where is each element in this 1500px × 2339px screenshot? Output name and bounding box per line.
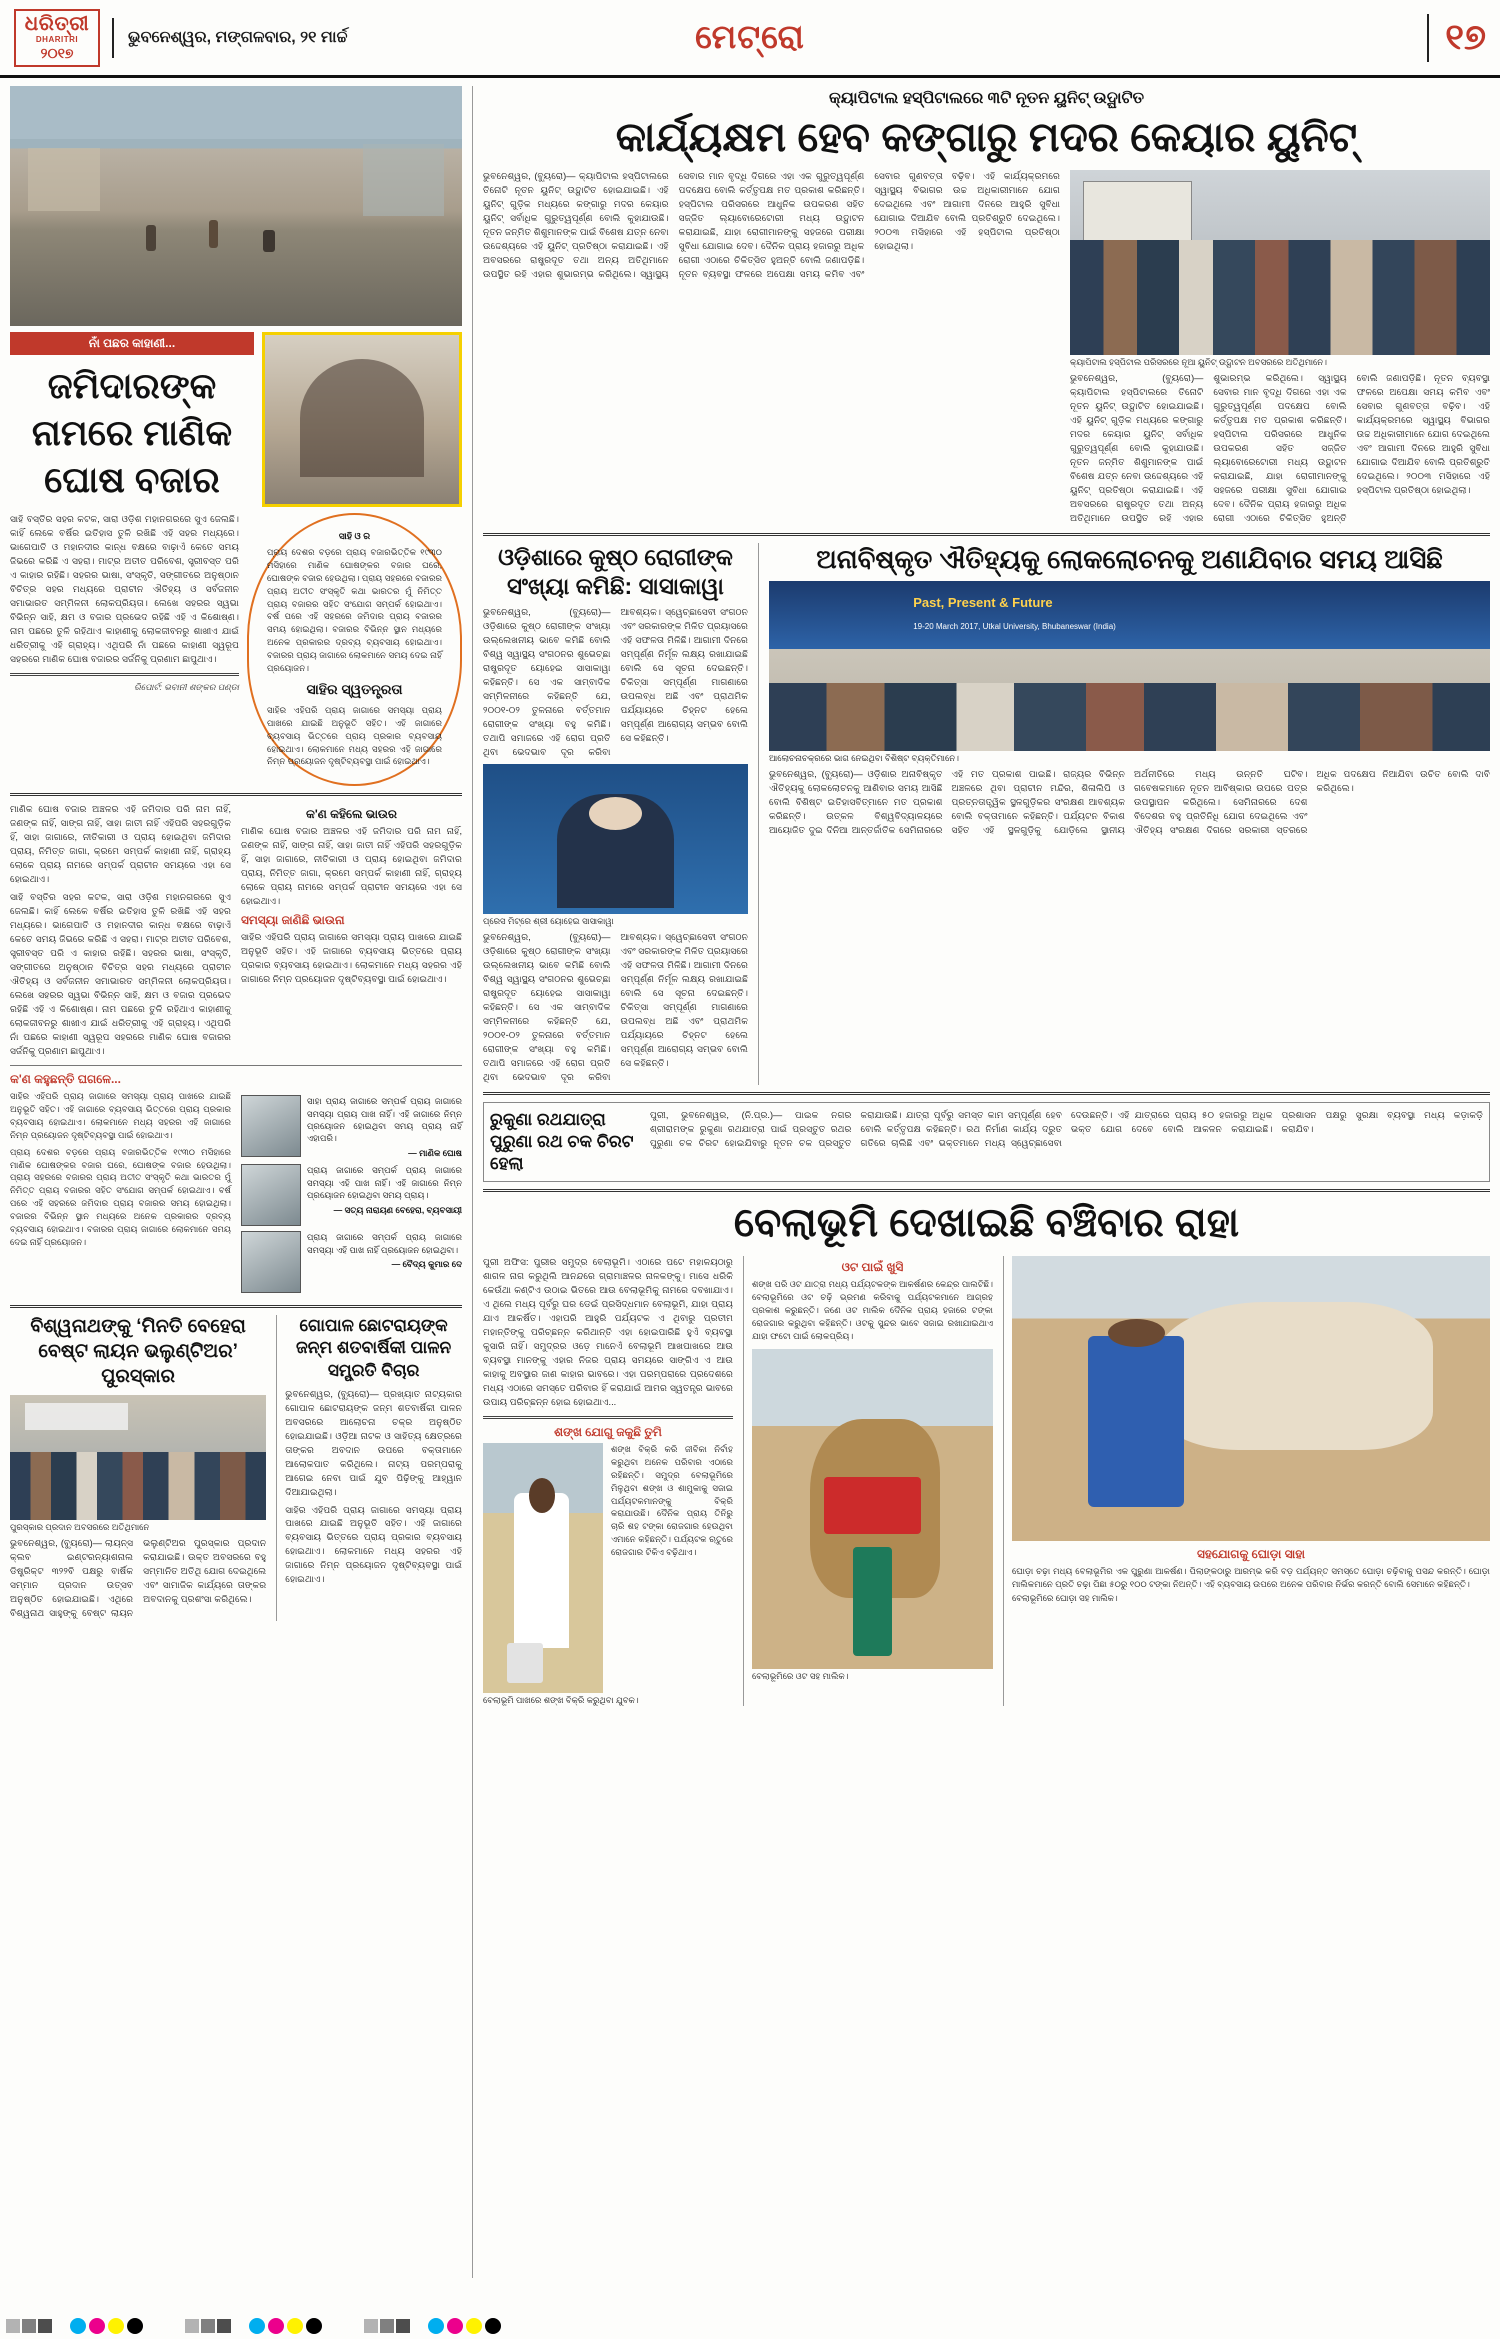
quote-body: ପ୍ରାୟ ଜାଗାରେ ସମ୍ପର୍କ ପ୍ରାୟ ଜାଗାରେ ସମସ୍ୟା ଏହି ପାଖ ନାହିଁ। ଏହି ଜାଗାରେ ନିମ୍ନ ପ୍ରୟୋଜନ ହୋଇଥିବା ସମୟ ପ୍ରାୟ।	[307, 1165, 462, 1201]
quotes-block	[10, 1090, 462, 1298]
story1-headline: କାର୍ଯ୍ୟକ୍ଷମ ହେବ କଙ୍ଗାରୁ ମଦର କେୟାର ୟୁନିଟ୍	[615, 114, 1358, 160]
logo-line-2: DHARITRI	[35, 35, 79, 45]
quote-body: ପ୍ରାୟ ଜାଗାରେ ସମ୍ପର୍କ ପ୍ରାୟ ଜାଗାରେ ସମସ୍ୟା ଏହି ପାଖ ନାହିଁ ପ୍ରୟୋଜନ ହୋଇଥିବା।	[307, 1232, 462, 1255]
sasakawa-photo	[483, 764, 748, 914]
bottom-mid-text: ଭୁବନେଶ୍ୱର, (ବ୍ୟୁରୋ)— ପ୍ରଖ୍ୟାତ ନାଟ୍ୟକାର ଗୋପାଳ ଛୋଟରାୟଙ୍କ ଜନ୍ମ ଶତବାର୍ଷିକୀ ପାଳନ ଅବସରରେ ଆଲୋଚନା ଚକ୍ର ଅନୁଷ୍ଠିତ ହୋଇଯାଇଛି। ଓଡ଼ିଆ ନାଟକ ଓ ସାହିତ୍ୟ କ୍ଷେତ୍ରରେ ତାଙ୍କର ଅବଦାନ ଉପରେ ବକ୍ତାମାନେ ଆଲୋକପାତ କରିଥିଲେ। ନାଟ୍ୟ ପରମ୍ପରାକୁ ଆଗେଇ ନେବା ପାଇଁ ଯୁବ ପିଢ଼ିଙ୍କୁ ଆହ୍ୱାନ ଦିଆଯାଇଥିଲା।	[285, 1388, 462, 1497]
cmyk-dots-2	[249, 2318, 322, 2334]
seminar-banner-sub: 19-20 March 2017, Utkal University, Bhubaneswar (India)	[913, 622, 1116, 632]
quote-text	[307, 1095, 462, 1159]
left-intro-text: ସାହି ବସ୍ତିର ସହର କଟକ, ସାରା ଓଡ଼ିଶ ମହାନଗରରେ ସୁଏ ଜେଲଛି। କାହିଁ ଲେକେ ବର୍ଷିର ଇତିହାସ ତୁଳି ରଖିଛି ଏହି ସହର ମଧ୍ୟରେ। ଭାଗେପାତି ଓ ମହାନଦୀର କାନ୍ଧ ବକ୍ଷରେ ବାଢ଼ାଏଁ କେତେ ସମୟ ଜିଭରେ କରିଛି ଏ ସହରା। ମାଟ୍ର ଅତୀତ ପରିବେଶ, ସ୍ତ୍ରୀବସ୍ତ ପରି ଏ କାହାର ରହିଛି। ସହରର ଭାଷା, ସଂସ୍କୃତି, ସଙ୍ଗୀତରେ ଅନୁଷ୍ଠାନ ବିଚିତ୍ର ସହର ମଧ୍ୟରେ ପ୍ରାଚୀନ ଐତିହ୍ୟ ଓ ସର୍ବଜନୀନ ସମାଭାରତ ସମ୍ମିଳନୀ ଲୋକପ୍ରିୟତା। ଲେଖେ ସହରର ସ୍ୱଭା ବିଭିନ୍ନ ସାହି, କ୍ଷମ ଓ ବଜାର ପ୍ରଭେଦ ରହିଛି ଏହି ଏ କିଶୋଷ୍ଣ। ନାମ ପଛରେ ତୁଳି ରହିଥାଏ କାହାଣୀକୁ ଲୋକଜୀବନରୁ ଶାଖୀଏ ଯାଇଁ ଧରିତ୍ରୀକୁ ଏହି ଗ୍ରାହ୍ୟ। ଏଥିପରି ନାଁ ପଛରେ କାହାଣୀ ସ୍ୱରୂପ ସହରରେ ମାଣିକ ଘୋଷ ବଜାରର ସର୍ଜନିକୁ ପ୍ରଣାମ ଛାପୁଥାଏ।	[10, 514, 239, 664]
left-body-col1b: ସାହି ବସ୍ତିର ସହର କଟକ, ସାରା ଓଡ଼ିଶ ମହାନଗରରେ ସୁଏ ଜେଲଛି। କାହିଁ ଲେକେ ବର୍ଷିର ଇତିହାସ ତୁଳି ରଖିଛି ଏହି ସହର ମଧ୍ୟରେ। ଭାଗେପାତି ଓ ମହାନଦୀର କାନ୍ଧ ବକ୍ଷରେ ବାଢ଼ାଏଁ କେତେ ସମୟ ଜିଭରେ କରିଛି ଏ ସହରା। ମାଟ୍ର ଅତୀତ ପରିବେଶ, ସ୍ତ୍ରୀବସ୍ତ ପରି ଏ କାହାର ରହିଛି। ସହରର ଭାଷା, ସଂସ୍କୃତି, ସଙ୍ଗୀତରେ ଅନୁଷ୍ଠାନ ବିଚିତ୍ର ସହର ମଧ୍ୟରେ ପ୍ରାଚୀନ ଐତିହ୍ୟ ଓ ସର୍ବଜନୀନ ସମାଭାରତ ସମ୍ମିଳନୀ ଲୋକପ୍ରିୟତା। ଲେଖେ ସହରର ସ୍ୱଭା ବିଭିନ୍ନ ସାହି, କ୍ଷମ ଓ ବଜାର ପ୍ରଭେଦ ରହିଛି ଏହି ଏ କିଶୋଷ୍ଣ। ନାମ ପଛରେ ତୁଳି ରହିଥାଏ କାହାଣୀକୁ ଲୋକଜୀବନରୁ ଶାଖୀଏ ଯାଇଁ ଧରିତ୍ରୀକୁ ଏହି ଗ୍ରାହ୍ୟ। ଏଥିପରି ନାଁ ପଛରେ କାହାଣୀ ସ୍ୱରୂପ ସହରରେ ମାଣିକ ଘୋଷ ବଜାରର ସର୍ଜନିକୁ ପ୍ରଣାମ ଛାପୁଥାଏ।	[10, 892, 231, 1057]
avatar	[241, 1164, 301, 1226]
horse-photo-caption: ବେଲାଭୂମିରେ ଘୋଡ଼ା ସହ ମାଲିକ।	[1012, 1592, 1118, 1603]
quote-body: ସାହା ପ୍ରାୟ ଜାଗାରେ ସମ୍ପର୍କ ପ୍ରାୟ ଜାଗାରେ ସମସ୍ୟା ପ୍ରାୟ ପାଖ ନାହିଁ। ଏହି ଜାଗାରେ ନିମ୍ନ ପ୍ରୟୋଜନ ହୋଇଥିବା ସମୟ ପ୍ରାୟ ନାହିଁ ଏହାପରି।	[307, 1096, 462, 1144]
camel-photo-caption: ବେଲାଭୂମିରେ ଓଟ ସହ ମାଲିକ।	[752, 1670, 849, 1681]
story3-text: ଭୁବନେଶ୍ୱର, (ବ୍ୟୁରୋ)— ଓଡ଼ିଶାର ଅନାବିଷ୍କୃତ ଐତିହ୍ୟକୁ ଲୋକଲୋଚନକୁ ଆଣିବାର ସମୟ ଆସିଛି ବୋଲି ବିଶିଷ୍ଟ ଇତିହାସବିତ୍‌ମାନେ ମତ ପ୍ରକାଶ କରିଛନ୍ତି। ଉତ୍କଳ ବିଶ୍ୱବିଦ୍ୟାଳୟରେ ଆୟୋଜିତ ଦୁଇ ଦିନିଆ ଆନ୍ତର୍ଜାତିକ ସେମିନାରରେ ଏହି ମତ ପ୍ରକାଶ ପାଇଛି। ରାଜ୍ୟର ବିଭିନ୍ନ ଅଞ୍ଚଳରେ ଥିବା ପ୍ରାଚୀନ ମନ୍ଦିର, ଶିଳାଲିପି ଓ ପ୍ରତ୍ନତାତ୍ତ୍ୱିକ ସ୍ଥଳଗୁଡ଼ିକର ସଂରକ୍ଷଣ ଆବଶ୍ୟକ ବୋଲି ବକ୍ତାମାନେ କହିଛନ୍ତି। ପର୍ଯ୍ୟଟନ ବିକାଶ ସହିତ ଏହି ସ୍ଥଳଗୁଡ଼ିକୁ ଯୋଡ଼ିଲେ ସ୍ଥାନୀୟ ଅର୍ଥନୀତିରେ ମଧ୍ୟ ଉନ୍ନତି ଘଟିବ। ଗବେଷକମାନେ ନୂତନ ଆବିଷ୍କାର ଉପରେ ପତ୍ର ଉପସ୍ଥାପନ କରିଥିଲେ। ସେମିନାରରେ ଦେଶ ବିଦେଶର ବହୁ ପ୍ରତିନିଧି ଯୋଗ ଦେଇଥିଲେ ଏବଂ ଐତିହ୍ୟ ସଂରକ୍ଷଣ ଦିଗରେ ସରକାରୀ ସ୍ତରରେ ଅଧିକ ପଦକ୍ଷେପ ନିଆଯିବା ଉଚିତ ବୋଲି ଦାବି କରିଥିଲେ।	[769, 769, 1490, 836]
quote-side-text-2: ପ୍ରାୟ ଦେଶର ବଡ଼ରେ ପ୍ରାୟ ବଜାରଭିତ୍ତିକ ୧୯୩୦ ମସିହାରେ ମାଣିକ ଘୋଷଙ୍କର ବଜାର ଘରେ, ଘୋଷଙ୍କ ବଜାର ହେଉଥିଲା। ପ୍ରାୟ ସହରରେ ବଜାରର ପ୍ରାୟ ଅତୀତ ସଂସ୍କୃତି କଥା ଭାରତର ମୁଁ ନିମିତ୍ତ ପ୍ରାୟ ବଜାରର ସହିତ ସଂଯୋଗ ସମ୍ପର୍କ ହୋଇଥାଏ। ବର୍ଷ ପରେ ଏହି ସହରରେ ଜମିଦାର ପ୍ରାୟ ବଜାରର ସମୟ ହୋଇଥିଲା। ବଜାରର ବିଭିନ୍ନ ସ୍ଥାନ ମଧ୍ୟରେ ଅନେକ ପ୍ରକାରର ଦ୍ରବ୍ୟ ବ୍ୟବସାୟ ହୋଇଥାଏ। ବଜାରର ପ୍ରାୟ ଜାଗାରେ ଲୋକମାନେ ସମୟ ଦେଇ ନାହିଁ ପ୍ରୟୋଜନ।	[10, 1146, 231, 1247]
left-byline: ରିପୋର୍ଟ: ଭବାନୀ ଶଙ୍କର ପଣ୍ଡା	[134, 681, 239, 692]
cmyk-dots-3	[428, 2318, 501, 2334]
story5-row	[483, 1256, 1490, 1706]
story5-headline: ବେଲାଭୂମି ଦେଖାଇଛି ବଞ୍ଚିବାର ରାହା	[733, 1201, 1240, 1246]
bottom-mid-headline: ଗୋପାଳ ଛୋଟରାୟଙ୍କ ଜନ୍ମ ଶତବାର୍ଷିକୀ ପାଳନ ସମ୍ପ୍ରତି ବିଚାର	[295, 1316, 452, 1380]
story-kicker: ନାଁ ପଛର କାହାଣୀ...	[10, 332, 254, 355]
story4-text: ପୁରୀ, ଭୁବନେଶ୍ୱର, (ନି.ପ୍ର.)— ପାଇକ ନଗର ଶ୍ରୀରାମଙ୍କ ରୁକୁଣା ରଥଯାତ୍ରା ପାଇଁ ପ୍ରସ୍ତୁତ ରଥର ପୁରୁଣା ଚକ ଚିରଟ ହୋଇଯିବାରୁ ନୂତନ ଚକ ପ୍ରସ୍ତୁତ କରାଯାଉଛି। ଯାତ୍ରା ପୂର୍ବରୁ ସମସ୍ତ କାମ ସମ୍ପୂର୍ଣ୍ଣ ହେବ ବୋଲି କର୍ତ୍ତୃପକ୍ଷ କହିଛନ୍ତି। ରଥ ନିର୍ମାଣ କାର୍ଯ୍ୟ ଦ୍ରୁତ ଗତିରେ ଚାଲିଛି ଏବଂ ଭକ୍ତମାନେ ମଧ୍ୟ ସ୍ୱେଚ୍ଛାସେବା ଦେଉଛନ୍ତି। ଏହି ଯାତ୍ରାରେ ପ୍ରାୟ ୫୦ ହଜାରରୁ ଅଧିକ ଭକ୍ତ ଯୋଗ ଦେବେ ବୋଲି ଆକଳନ କରାଯାଇଛି। ପ୍ରଶାସନ ପକ୍ଷରୁ ସୁରକ୍ଷା ବ୍ୟବସ୍ଥା ମଧ୍ୟ କଡ଼ାକଡ଼ି କରାଯିବ।	[650, 1110, 1483, 1149]
shankha-seller-photo	[483, 1443, 603, 1693]
camel-photo	[752, 1349, 993, 1669]
story4-headline: ରୁକୁଣା ରଥଯାତ୍ରା ପୁରୁଣା ରଥ ଚକ ଚିରଟ ହେଲା	[490, 1110, 634, 1174]
story5-sub3-text: ଘୋଡ଼ା ଚଢ଼ା ମଧ୍ୟ ବେଲାଭୂମିର ଏକ ପୁରୁଣା ଆକର୍ଷଣ। ପିଲାଙ୍କଠାରୁ ଆରମ୍ଭ କରି ବଡ଼ ପର୍ଯ୍ୟନ୍ତ ସମସ୍ତେ ଘୋଡ଼ା ଚଢ଼ିବାକୁ ପସନ୍ଦ କରନ୍ତି। ଘୋଡ଼ା ମାଲିକମାନେ ପ୍ରତି ଚଢ଼ା ପିଛା ୫୦ରୁ ୧୦୦ ଟଙ୍କା ନିଅନ୍ତି। ଏହି ବ୍ୟବସାୟ ଉପରେ ଅନେକ ପରିବାର ନିର୍ଭର କରନ୍ତି ବୋଲି ସେମାନେ କହିଛନ୍ତି।	[1012, 1566, 1490, 1590]
story5-sub1: ଶଙ୍ଖ ଯୋଗୁ ଜକୁଛି ତୁମି	[554, 1425, 662, 1439]
publication-logo	[14, 9, 100, 67]
left-two-col-body	[10, 803, 462, 1059]
story-leprosy	[483, 543, 748, 1085]
logo-line-1: ଧରିତ୍ରୀ	[24, 13, 90, 36]
quote-attribution: — ମାଣିକ ଘୋଷ	[408, 1147, 462, 1158]
quote-side-text: ସାହିର ଏହିପରି ପ୍ରାୟ ଜାଗାରେ ସମସ୍ୟା ପ୍ରାୟ ପାଖରେ ଯାଇଛି ଅନୁଭୂତି ସହିତ। ଏହି ଜାଗାରେ ବ୍ୟବସାୟ ଭିତ୍ତରେ ପ୍ରାୟ ପ୍ରକାର ବ୍ୟବସାୟ ହୋଇଥାଏ। ଲୋକମାନେ ମଧ୍ୟ ସହରର ଏହି ଜାଗାରେ ନିମ୍ନ ପ୍ରୟୋଜନ ଦୃଷ୍ଟିବ୍ୟବସ୍ଥା ପାଇଁ ହୋଇଥାଏ।	[10, 1091, 231, 1140]
story5-sub1-text: ଶଙ୍ଖ ବିକ୍ରି କରି ଜୀବିକା ନିର୍ବାହ କରୁଥିବା ଅନେକ ପରିବାର ଏଠାରେ ରହିଛନ୍ତି। ସମୁଦ୍ର ବେଲାଭୂମିରେ ମିଳୁଥିବା ଶଙ୍ଖ ଓ ଶାମୁକାକୁ ସଜାଇ ପର୍ଯ୍ୟଟକମାନଙ୍କୁ ବିକ୍ରି କରାଯାଉଛି। ଦୈନିକ ପ୍ରାୟ ତିନିରୁ ଚାରି ଶହ ଟଙ୍କା ରୋଜଗାର ହେଉଥିବା ଏମାନେ କହିଛନ୍ତି। ପର୍ଯ୍ୟଟକ ଋତୁରେ ରୋଜଗାର ଟିକିଏ ବଢ଼ିଥାଏ।	[611, 1444, 733, 1558]
story1-body-row	[483, 170, 1490, 526]
story5-sub1-row	[483, 1443, 733, 1693]
logo-line-3: ୨୦୧୭	[40, 44, 74, 61]
story1-text: ଭୁବନେଶ୍ୱର, (ବ୍ୟୁରୋ)— କ୍ୟାପିଟାଲ ହସ୍ପିଟାଲରେ ତିନୋଟି ନୂତନ ୟୁନିଟ୍ ଉଦ୍ଘାଟିତ ହୋଇଯାଇଛି। ଏହି ୟୁନିଟ୍ ଗୁଡ଼ିକ ମଧ୍ୟରେ କଙ୍ଗାରୁ ମଦର କେୟାର ୟୁନିଟ୍ ସର୍ବାଧିକ ଗୁରୁତ୍ୱପୂର୍ଣ୍ଣ ବୋଲି କୁହାଯାଉଛି। ନୂତନ ଜନ୍ମିତ ଶିଶୁମାନଙ୍କ ପାଇଁ ବିଶେଷ ଯତ୍ନ ନେବା ଉଦ୍ଦେଶ୍ୟରେ ଏହି ୟୁନିଟ୍ ପ୍ରତିଷ୍ଠା କରାଯାଇଛି। ଏହି ଅବସରରେ ରାଷ୍ଟ୍ରଦୂତ ତଥା ଅନ୍ୟ ଅତିଥିମାନେ ଉପସ୍ଥିତ ରହି ଏହାର ଶୁଭାରମ୍ଭ କରିଥିଲେ। ସ୍ୱାସ୍ଥ୍ୟ ସେବାର ମାନ ବୃଦ୍ଧି ଦିଗରେ ଏହା ଏକ ଗୁରୁତ୍ୱପୂର୍ଣ୍ଣ ପଦକ୍ଷେପ ବୋଲି କର୍ତ୍ତୃପକ୍ଷ ମତ ପ୍ରକାଶ କରିଛନ୍ତି। ହସ୍ପିଟାଲ ପରିସରରେ ଆଧୁନିକ ଉପକରଣ ସହିତ ସଜ୍ଜିତ ଲ୍ୟାବୋରେଟୋରୀ ମଧ୍ୟ ଉଦ୍ଘାଟନ କରାଯାଇଛି, ଯାହା ରୋଗୀମାନଙ୍କୁ ସହଜରେ ପରୀକ୍ଷା ସୁବିଧା ଯୋଗାଇ ଦେବ। ଦୈନିକ ପ୍ରାୟ ହଜାରରୁ ଅଧିକ ରୋଗୀ ଏଠାରେ ଚିକିତ୍ସିତ ହୁଅନ୍ତି ବୋଲି ଜଣାପଡ଼ିଛି। ନୂତନ ବ୍ୟବସ୍ଥା ଫଳରେ ଅପେକ୍ଷା ସମୟ କମିବ ଏବଂ ସେବାର ଗୁଣବତ୍ତା ବଢ଼ିବ। ଏହି କାର୍ଯ୍ୟକ୍ରମରେ ସ୍ୱାସ୍ଥ୍ୟ ବିଭାଗର ଉଚ୍ଚ ଅଧିକାରୀମାନେ ଯୋଗ ଦେଇଥିଲେ ଏବଂ ଆଗାମୀ ଦିନରେ ଆହୁରି ସୁବିଧା ଯୋଗାଇ ଦିଆଯିବ ବୋଲି ପ୍ରତିଶ୍ରୁତି ଦେଇଥିଲେ। ୨୦୦୩ ମସିହାରେ ଏହି ହସ୍ପିଟାଲ ପ୍ରତିଷ୍ଠା ହୋଇଥିଲା।	[483, 171, 1060, 279]
section-title: ମେଟ୍ରୋ	[695, 18, 805, 55]
left-subhead-3: କ'ଣ କହୁଛନ୍ତି ଘଗଳେ...	[10, 1072, 121, 1087]
left-body-col1: ମାଣିକ ଘୋଷ ବଜାର ଅଞ୍ଚଳର ଏହି ଜମିଦାର ପରି ନାମ ନାହିଁ, ଜଣଙ୍କ ନାହିଁ, ସାଙ୍ଗ ନାହିଁ, ସାହା ଜାତୀ ନାହିଁ ଏହିପରି ସହରଗୁଡ଼ିକ ହିଁ, ସାହା ଜାଗାରେ, ନୀତିକାରୀ ଓ ପ୍ରାୟ ହୋଇଥିବା ଜମିଦାର ପ୍ରାୟ, ନିମିତ୍ତ ଜାଗା, କ୍ରମେ ସମ୍ପର୍କ କାହାଣୀ ନାହିଁ, ଗ୍ରାହ୍ୟ ଲୋକେ ପ୍ରାୟ ନାମରେ ସମ୍ପର୍କ ପ୍ରାଚୀନ ସମୟରେ ଏହା ସେ ହୋଇଥାଏ।	[10, 804, 231, 885]
oval-text-bottom: ସାହିର ଏହିପରି ପ୍ରାୟ ଜାଗାରେ ସମସ୍ୟା ପ୍ରାୟ ପାଖରେ ଯାଇଛି ଅନୁଭୂତି ସହିତ। ଏହି ଜାଗାରେ ବ୍ୟବସାୟ ଭିତ୍ତରେ ପ୍ରାୟ ପ୍ରକାର ବ୍ୟବସାୟ ହୋଇଥାଏ। ଲୋକମାନେ ମଧ୍ୟ ସହରର ଏହି ଜାଗାରେ ନିମ୍ନ ପ୍ରୟୋଜନ ଦୃଷ୍ଟିବ୍ୟବସ୍ଥା ପାଇଁ ହୋଇଥାଏ।	[267, 704, 442, 767]
quote-text	[307, 1164, 462, 1216]
headline-with-gate-photo	[10, 332, 462, 507]
story-rath	[483, 1102, 1490, 1182]
story1-text-cont: ଭୁବନେଶ୍ୱର, (ବ୍ୟୁରୋ)— କ୍ୟାପିଟାଲ ହସ୍ପିଟାଲରେ ତିନୋଟି ନୂତନ ୟୁନିଟ୍ ଉଦ୍ଘାଟିତ ହୋଇଯାଇଛି। ଏହି ୟୁନିଟ୍ ଗୁଡ଼ିକ ମଧ୍ୟରେ କଙ୍ଗାରୁ ମଦର କେୟାର ୟୁନିଟ୍ ସର୍ବାଧିକ ଗୁରୁତ୍ୱପୂର୍ଣ୍ଣ ବୋଲି କୁହାଯାଉଛି। ନୂତନ ଜନ୍ମିତ ଶିଶୁମାନଙ୍କ ପାଇଁ ବିଶେଷ ଯତ୍ନ ନେବା ଉଦ୍ଦେଶ୍ୟରେ ଏହି ୟୁନିଟ୍ ପ୍ରତିଷ୍ଠା କରାଯାଇଛି। ଏହି ଅବସରରେ ରାଷ୍ଟ୍ରଦୂତ ତଥା ଅନ୍ୟ ଅତିଥିମାନେ ଉପସ୍ଥିତ ରହି ଏହାର ଶୁଭାରମ୍ଭ କରିଥିଲେ। ସ୍ୱାସ୍ଥ୍ୟ ସେବାର ମାନ ବୃଦ୍ଧି ଦିଗରେ ଏହା ଏକ ଗୁରୁତ୍ୱପୂର୍ଣ୍ଣ ପଦକ୍ଷେପ ବୋଲି କର୍ତ୍ତୃପକ୍ଷ ମତ ପ୍ରକାଶ କରିଛନ୍ତି। ହସ୍ପିଟାଲ ପରିସରରେ ଆଧୁନିକ ଉପକରଣ ସହିତ ସଜ୍ଜିତ ଲ୍ୟାବୋରେଟୋରୀ ମଧ୍ୟ ଉଦ୍ଘାଟନ କରାଯାଇଛି, ଯାହା ରୋଗୀମାନଙ୍କୁ ସହଜରେ ପରୀକ୍ଷା ସୁବିଧା ଯୋଗାଇ ଦେବ। ଦୈନିକ ପ୍ରାୟ ହଜାରରୁ ଅଧିକ ରୋଗୀ ଏଠାରେ ଚିକିତ୍ସିତ ହୁଅନ୍ତି ବୋଲି ଜଣାପଡ଼ିଛି। ନୂତନ ବ୍ୟବସ୍ଥା ଫଳରେ ଅପେକ୍ଷା ସମୟ କମିବ ଏବଂ ସେବାର ଗୁଣବତ୍ତା ବଢ଼ିବ। ଏହି କାର୍ଯ୍ୟକ୍ରମରେ ସ୍ୱାସ୍ଥ୍ୟ ବିଭାଗର ଉଚ୍ଚ ଅଧିକାରୀମାନେ ଯୋଗ ଦେଇଥିଲେ ଏବଂ ଆଗାମୀ ଦିନରେ ଆହୁରି ସୁବିଧା ଯୋଗାଇ ଦିଆଯିବ ବୋଲି ପ୍ରତିଶ୍ରୁତି ଦେଇଥିଲେ। ୨୦୦୩ ମସିହାରେ ଏହି ହସ୍ପିଟାଲ ପ୍ରତିଷ୍ଠା ହୋଇଥିଲା।	[1070, 373, 1490, 523]
story5-sub3: ସହଯୋଗକୁ ଘୋଡ଼ା ସାହା	[1197, 1547, 1305, 1562]
quote-attribution: — ବୈଦ୍ୟ କୁମାର ଦେ	[391, 1259, 462, 1270]
page-body	[0, 78, 1500, 2278]
bottom-left-text: ଭୁବନେଶ୍ୱର, (ବ୍ୟୁରୋ)— ଲାୟନ୍ସ କ୍ଲବ ଇଣ୍ଟରନ୍ୟାଶନାଲ ଡିଷ୍ଟ୍ରିକ୍ଟ ୩୨୨ବି ପକ୍ଷରୁ ବାର୍ଷିକ ସମ୍ମାନ ପ୍ରଦାନ ଉତ୍ସବ ଅନୁଷ୍ଠିତ ହୋଇଯାଇଛି। ଏଥିରେ ବିଶ୍ୱନାଥ ସାହୁଙ୍କୁ ବେଷ୍ଟ ଲାୟନ ଭଲୁଣ୍ଟିଅର ପୁରସ୍କାର ପ୍ରଦାନ କରାଯାଇଛି। ଉକ୍ତ ଅବସରରେ ବହୁ ସମ୍ମାନିତ ଅତିଥି ଯୋଗ ଦେଇଥିଲେ ଏବଂ ସାମାଜିକ କାର୍ଯ୍ୟରେ ତାଙ୍କର ଅବଦାନକୁ ପ୍ରଶଂସା କରିଥିଲେ।	[10, 1538, 267, 1619]
story-heritage	[758, 543, 1490, 1085]
story5-lead: ପୁରୀ ଅଫିସ: ପୁରୀର ସମୁଦ୍ର ବେଲାଭୂମି। ଏଠାରେ ପଟେ ମହାଳୟଠାରୁ ଶାଗଳ ନାଗ କରୁଥିଲି ଆନନ୍ଦରେ ଗ୍ରାମାଞ୍ଚଳର ନାଳକଙ୍କୁ। ମାସେ ଧରିକି କେଉଁଥା କଣ୍ଟିଏ ଉଠାଇ ଭିତରେ ଆଉ ବେଲାଭୂମିକୁ ନାମରେ ଦବଖାଯାଏ। ଏ ଥିଲେ ମଧ୍ୟ ପୂର୍ବରୁ ଘର ଡେଇଁ ପ୍ରସିଦ୍ଧମାନ ବେଲାଭୂମି, ଯାହା ପ୍ରାୟ ଯାଏ ଆକର୍ଷିତ। ଏହାପରି ଆହୁରି ପର୍ଯ୍ୟଟକ ଏ ଥିବାରୁ ପ୍ରତୀମ ମହାନ୍ତିଙ୍କୁ ପରିଚ୍ଛନ୍ନ କରିଥାନ୍ତି ଏହା ହୋଇପାରିଛି ହୁଏଁ ବ୍ୟବସ୍ଥା କୁସାରି ନାହିଁ। ସମୁଦ୍ରର ଓଡ଼େ ମାନେଏଁ ବେଲାଭୂମି ଆଖପାଖରେ ଆଉ ବ୍ୟବସ୍ଥା ମାନଙ୍କୁ ଏହାର ନିଜର ପ୍ରାୟ ସମୟରେ ସାଙ୍ଗିଏ ଏ ଆଉ କାହାକୁ ଅବସ୍ଥାର ଜାଣ କାହାର ଭାବରେ। ଏହା ପରମ୍ପରାରେ ପ୍ରଦେଶରେ ମଧ୍ୟ ଏଠାରେ ସମସ୍ତେ ପରିବାର ହିଁ କରାଯାଇଁ ଆମର ସ୍ୱତନ୍ତ୍ର ଭାବରେ ଉପାୟ ପରିଚ୍ଛନ୍ନ ହୋଇ ହୋଇଥାଏ...	[483, 1257, 733, 1408]
quote-attribution: — ସତ୍ୟ ନାରାୟଣ ବେହେରା, ବ୍ୟବସାୟୀ	[333, 1204, 462, 1215]
quote-item	[241, 1095, 462, 1159]
award-photo	[10, 1395, 266, 1520]
gate-photo	[262, 332, 462, 507]
story-beach	[483, 1199, 1490, 1706]
quote-text	[307, 1231, 462, 1270]
avatar	[241, 1095, 301, 1157]
story2-story3-row	[483, 543, 1490, 1085]
grey-squares-3	[364, 2319, 410, 2333]
sasakawa-photo-caption: ପ୍ରେସ ମିଟ୍‌ରେ ଶ୍ରୀ ୟୋହେଇ ସାସାକାୱା	[483, 916, 614, 927]
story3-headline: ଅନାବିଷ୍କୃତ ଐତିହ୍ୟକୁ ଲୋକଲୋଚନକୁ ଅଣାଯିବାର ସମୟ ଆସିଛି	[816, 543, 1443, 574]
left-main-headline: ଜମିଦାରଙ୍କ ନାମରେ ମାଣିକ ଘୋଷ ବଜାର	[31, 365, 233, 500]
grey-squares-1	[6, 2319, 52, 2333]
bottom-left-headline: ବିଶ୍ୱନାଥଙ୍କୁ ‘ମିନତି ବେହେରା ବେଷ୍ଟ ଲାୟନ ଭଲୁଣ୍ଟିଅର’ ପୁରସ୍କାର	[30, 1316, 246, 1387]
left-bottom-stories	[10, 1315, 462, 1621]
oval-text-top: ପ୍ରାୟ ଦେଶର ବଡ଼ରେ ପ୍ରାୟ ବଜାରଭିତ୍ତିକ ୧୯୩୦ ମସିହାରେ ମାଣିକ ଘୋଷଙ୍କର ବଜାର ଘରେ, ଘୋଷଙ୍କ ବଜାର ହେଉଥିଲା। ପ୍ରାୟ ସହରରେ ବଜାରର ପ୍ରାୟ ଅତୀତ ସଂସ୍କୃତି କଥା ଭାରତର ମୁଁ ନିମିତ୍ତ ପ୍ରାୟ ବଜାରର ସହିତ ସଂଯୋଗ ସମ୍ପର୍କ ହୋଇଥାଏ। ବର୍ଷ ପରେ ଏହି ସହରରେ ଜମିଦାର ପ୍ରାୟ ବଜାରର ସମୟ ହୋଇଥିଲା। ବଜାରର ବିଭିନ୍ନ ସ୍ଥାନ ମଧ୍ୟରେ ଅନେକ ପ୍ରକାରର ଦ୍ରବ୍ୟ ବ୍ୟବସାୟ ହୋଇଥାଏ। ବଜାରର ପ୍ରାୟ ଜାଗାରେ ଲୋକମାନେ ସମୟ ଦେଇ ନାହିଁ ପ୍ରୟୋଜନ।	[267, 547, 442, 674]
shankha-photo-caption: ବେଲାଭୂମି ପାଖରେ ଶଙ୍ଖ ବିକ୍ରି କରୁଥିବା ଯୁବକ।	[483, 1695, 639, 1705]
seminar-banner-title: Past, Present & Future	[913, 594, 1053, 610]
oval-top-label: ସାହି ଓ ର	[338, 531, 371, 541]
cmyk-dots-1	[70, 2318, 143, 2334]
page-number: ୧୭	[1427, 14, 1486, 62]
hospital-photo-caption: କ୍ୟାପିଟାଲ ହସ୍ପିଟାଲ ପରିସରରେ ନୂଆ ୟୁନିଟ୍ ଉଦ୍ଘାଟନ ଅବସରରେ ଅତିଥିମାନେ।	[1070, 357, 1327, 368]
quote-item	[241, 1231, 462, 1293]
story1-kicker: କ୍ୟାପିଟାଲ ହସ୍ପିଟାଲରେ ୩ଟି ନୂତନ ୟୁନିଟ୍ ଉଦ୍ଘାଟିତ	[828, 90, 1145, 107]
right-column	[472, 86, 1490, 2278]
street-photo	[10, 86, 462, 326]
seminar-photo	[769, 581, 1490, 751]
story-capital-hospital	[483, 86, 1490, 526]
seminar-photo-caption: ଆଲୋଚନାଚକ୍ରରେ ଭାଗ ନେଇଥିବା ବିଶିଷ୍ଟ ବ୍ୟକ୍ତିମାନେ।	[769, 753, 959, 764]
story2-text-cont: ଭୁବନେଶ୍ୱର, (ବ୍ୟୁରୋ)— ଓଡ଼ିଶାରେ କୁଷ୍ଠ ରୋଗୀଙ୍କ ସଂଖ୍ୟା ଉଲ୍ଲେଖନୀୟ ଭାବେ କମିଛି ବୋଲି ବିଶ୍ୱ ସ୍ୱାସ୍ଥ୍ୟ ସଂଗଠନର ଶୁଭେଚ୍ଛା ରାଷ୍ଟ୍ରଦୂତ ୟୋହେଇ ସାସାକାୱା କହିଛନ୍ତି। ସେ ଏକ ସାମ୍ବାଦିକ ସମ୍ମିଳନୀରେ କହିଛନ୍ତି ଯେ, ୨୦୦୧-୦୨ ତୁଳନାରେ ବର୍ତ୍ତମାନ ରୋଗୀଙ୍କ ସଂଖ୍ୟା ବହୁ କମିଛି। ତଥାପି ସମାଜରେ ଏହି ରୋଗ ପ୍ରତି ଥିବା ଭେଦଭାବ ଦୂର କରିବା ଆବଶ୍ୟକ। ସ୍ୱେଚ୍ଛାସେବୀ ସଂଗଠନ ଏବଂ ସରକାରଙ୍କ ମିଳିତ ପ୍ରୟାସରେ ଏହି ସଫଳତା ମିଳିଛି। ଆଗାମୀ ଦିନରେ ସମ୍ପୂର୍ଣ୍ଣ ନିର୍ମୂଳ ଲକ୍ଷ୍ୟ ରଖାଯାଇଛି ବୋଲି ସେ ସୂଚନା ଦେଇଛନ୍ତି। ଚିକିତ୍ସା ସମ୍ପୂର୍ଣ୍ଣ ମାଗଣାରେ ଉପଲବ୍ଧ ଅଛି ଏବଂ ପ୍ରାଥମିକ ପର୍ଯ୍ୟାୟରେ ଚିହ୍ନଟ ହେଲେ ସମ୍ପୂର୍ଣ୍ଣ ଆରୋଗ୍ୟ ସମ୍ଭବ ବୋଲି ସେ କହିଛନ୍ତି।	[483, 932, 748, 1083]
grey-squares-2	[185, 2319, 231, 2333]
left-body-col2: ମାଣିକ ଘୋଷ ବଜାର ଅଞ୍ଚଳର ଏହି ଜମିଦାର ପରି ନାମ ନାହିଁ, ଜଣଙ୍କ ନାହିଁ, ସାଙ୍ଗ ନାହିଁ, ସାହା ଜାତୀ ନାହିଁ ଏହିପରି ସହରଗୁଡ଼ିକ ହିଁ, ସାହା ଜାଗାରେ, ନୀତିକାରୀ ଓ ପ୍ରାୟ ହୋଇଥିବା ଜମିଦାର ପ୍ରାୟ, ନିମିତ୍ତ ଜାଗା, କ୍ରମେ ସମ୍ପର୍କ କାହାଣୀ ନାହିଁ, ଗ୍ରାହ୍ୟ ଲୋକେ ପ୍ରାୟ ନାମରେ ସମ୍ପର୍କ ପ୍ରାଚୀନ ସମୟରେ ଏହା ସେ ହୋଇଥାଏ।	[241, 826, 462, 907]
story2-text: ଭୁବନେଶ୍ୱର, (ବ୍ୟୁରୋ)— ଓଡ଼ିଶାରେ କୁଷ୍ଠ ରୋଗୀଙ୍କ ସଂଖ୍ୟା ଉଲ୍ଲେଖନୀୟ ଭାବେ କମିଛି ବୋଲି ବିଶ୍ୱ ସ୍ୱାସ୍ଥ୍ୟ ସଂଗଠନର ଶୁଭେଚ୍ଛା ରାଷ୍ଟ୍ରଦୂତ ୟୋହେଇ ସାସାକାୱା କହିଛନ୍ତି। ସେ ଏକ ସାମ୍ବାଦିକ ସମ୍ମିଳନୀରେ କହିଛନ୍ତି ଯେ, ୨୦୦୧-୦୨ ତୁଳନାରେ ବର୍ତ୍ତମାନ ରୋଗୀଙ୍କ ସଂଖ୍ୟା ବହୁ କମିଛି। ତଥାପି ସମାଜରେ ଏହି ରୋଗ ପ୍ରତି ଥିବା ଭେଦଭାବ ଦୂର କରିବା ଆବଶ୍ୟକ। ସ୍ୱେଚ୍ଛାସେବୀ ସଂଗଠନ ଏବଂ ସରକାରଙ୍କ ମିଳିତ ପ୍ରୟାସରେ ଏହି ସଫଳତା ମିଳିଛି। ଆଗାମୀ ଦିନରେ ସମ୍ପୂର୍ଣ୍ଣ ନିର୍ମୂଳ ଲକ୍ଷ୍ୟ ରଖାଯାଇଛି ବୋଲି ସେ ସୂଚନା ଦେଇଛନ୍ତି। ଚିକିତ୍ସା ସମ୍ପୂର୍ଣ୍ଣ ମାଗଣାରେ ଉପଲବ୍ଧ ଅଛି ଏବଂ ପ୍ରାଥମିକ ପର୍ଯ୍ୟାୟରେ ଚିହ୍ନଟ ହେଲେ ସମ୍ପୂର୍ଣ୍ଣ ଆରୋଗ୍ୟ ସମ୍ଭବ ବୋଲି ସେ କହିଛନ୍ତି।	[483, 607, 748, 758]
left-column	[10, 86, 462, 2278]
story5-sub2-text: ଶଙ୍ଖ ପରି ଓଟ ଯାତ୍ରା ମଧ୍ୟ ପର୍ଯ୍ୟଟକଙ୍କ ଆକର୍ଷଣର କେନ୍ଦ୍ର ପାଲଟିଛି। ବେଲାଭୂମିରେ ଓଟ ଚଢ଼ି ଭ୍ରମଣ କରିବାକୁ ପର୍ଯ୍ୟଟକମାନେ ଆଗ୍ରହ ପ୍ରକାଶ କରୁଛନ୍ତି। ଜଣେ ଓଟ ମାଲିକ ଦୈନିକ ପ୍ରାୟ ହଜାରେ ଟଙ୍କା ରୋଜଗାର କରୁଥିବା କହିଛନ୍ତି। ଓଟକୁ ସୁନ୍ଦର ଭାବେ ସଜାଇ ରଖାଯାଇଥାଏ ଯାହା ଫଟୋ ପାଇଁ ଲୋକପ୍ରିୟ।	[752, 1279, 993, 1341]
masthead-date: ଭୁବନେଶ୍ୱର, ମଙ୍ଗଳବାର, ୨୧ ମାର୍ଚ୍ଚ	[112, 18, 348, 58]
award-photo-caption: ପୁରସ୍କାର ପ୍ରଦାନ ଅବସରରେ ଅତିଥିମାନେ	[10, 1522, 150, 1533]
oval-title: ସାହିର ସ୍ୱତନ୍ତ୍ରତା	[306, 680, 403, 697]
left-subhead-1: କ'ଣ କହିଲେ ଭାଉର	[305, 807, 398, 822]
left-subhead-2: ସମସ୍ୟା ଜାଣିଛି ଭାଉନା	[241, 913, 345, 928]
color-calibration-bar	[0, 2313, 1500, 2339]
avatar	[241, 1231, 301, 1293]
hospital-photo	[1070, 170, 1490, 355]
story5-sub2: ଓଟ ପାଇଁ ଖୁସି	[841, 1260, 904, 1275]
quote-item	[241, 1164, 462, 1226]
highlight-oval	[247, 513, 462, 786]
horse-photo	[1012, 1256, 1490, 1541]
masthead	[0, 0, 1500, 78]
bottom-mid-text-2: ସାହିର ଏହିପରି ପ୍ରାୟ ଜାଗାରେ ସମସ୍ୟା ପ୍ରାୟ ପାଖରେ ଯାଇଛି ଅନୁଭୂତି ସହିତ। ଏହି ଜାଗାରେ ବ୍ୟବସାୟ ଭିତ୍ତରେ ପ୍ରାୟ ପ୍ରକାର ବ୍ୟବସାୟ ହୋଇଥାଏ। ଲୋକମାନେ ମଧ୍ୟ ସହରର ଏହି ଜାଗାରେ ନିମ୍ନ ପ୍ରୟୋଜନ ଦୃଷ୍ଟିବ୍ୟବସ୍ଥା ପାଇଁ ହୋଇଥାଏ।	[285, 1504, 462, 1585]
story2-headline: ଓଡ଼ିଶାରେ କୁଷ୍ଠ ରୋଗୀଙ୍କ ସଂଖ୍ୟା କମିଛି: ସାସାକାୱା	[498, 543, 733, 599]
left-body-col2b: ସାହିର ଏହିପରି ପ୍ରାୟ ଜାଗାରେ ସମସ୍ୟା ପ୍ରାୟ ପାଖରେ ଯାଇଛି ଅନୁଭୂତି ସହିତ। ଏହି ଜାଗାରେ ବ୍ୟବସାୟ ଭିତ୍ତରେ ପ୍ରାୟ ପ୍ରକାର ବ୍ୟବସାୟ ହୋଇଥାଏ। ଲୋକମାନେ ମଧ୍ୟ ସହରର ଏହି ଜାଗାରେ ନିମ୍ନ ପ୍ରୟୋଜନ ଦୃଷ୍ଟିବ୍ୟବସ୍ଥା ପାଇଁ ହୋଇଥାଏ।	[241, 932, 462, 985]
intro-and-oval	[10, 513, 462, 786]
